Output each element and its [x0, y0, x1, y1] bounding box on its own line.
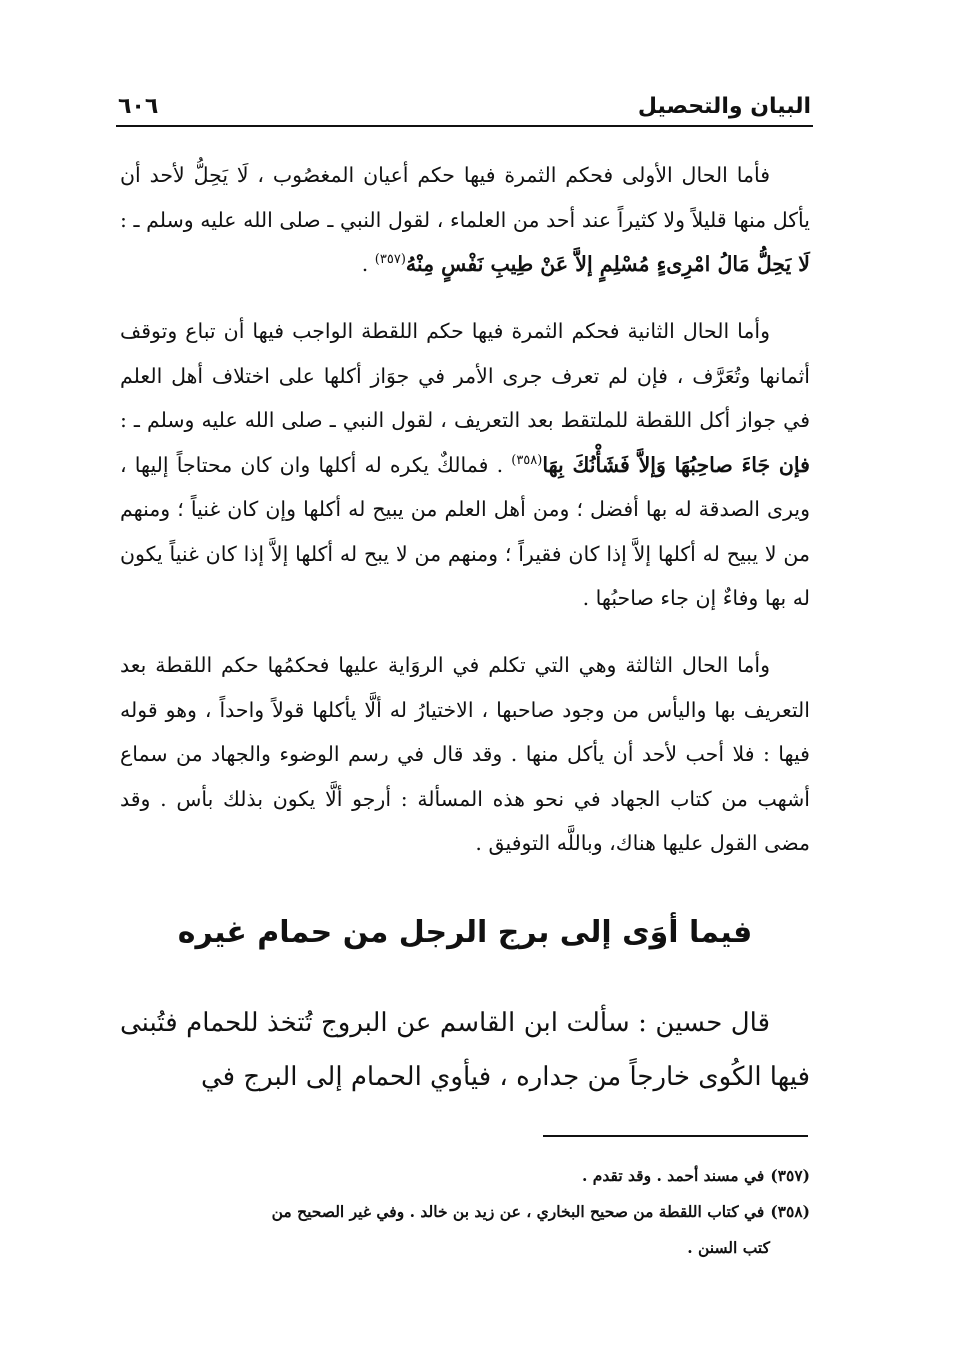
paragraph-text: وأما الحال الثانية فحكم الثمرة فيها حكم اللقطة الواجب فيها أن تباع وتوقف أثمانها وتُعَرَّف ، فإن لم تعرف جرى الأمر في جوَاز أكلها على اختلاف أهل العلم في جواز أكل اللقطة للملتقط بعد التعريف ، لقول النبي ـ صلى الله عليه وسلم ـ :: [120, 319, 810, 432]
paragraph-text: قال حسين : سألت ابن القاسم عن البروج تُتخذ للحمام فتُبنى فيها الكُوى خارجاً من جداره ، فيأوي الحمام إلى البرج في: [120, 1008, 810, 1092]
running-header: [118, 86, 811, 126]
paragraph-third-case: [120, 643, 810, 866]
footnotes: [120, 1158, 810, 1266]
section-heading: فيما أوَى إلى برج الرجل من حمام غيره: [177, 915, 753, 950]
paragraph-first-case: [120, 153, 810, 287]
paragraph-text: فأما الحال الأولى فحكم الثمرة فيها حكم أعيان المغصُوب ، لَا يَحِلُّ لأحد أن يأكل منها قليلاً ولا كثيراً عند أحد من العلماء ، لقول النبي ـ صلى الله عليه وسلم ـ :: [120, 163, 810, 232]
page-number: ٦٠٦: [118, 93, 159, 119]
paragraph-end: . فمالكٌ يكره له أكلها وان كان محتاجاً إليها ، ويرى الصدقة له بها أفضل ؛ ومن أهل العلم من يبيح له أكلها وإن كان غنياً ؛ ومنهم من لا يبيح له أكلها إلاَّ إذا كان فقيراً ؛ ومنهم من لا يبح له أكلها إلاَّ إذا كان غنياً يكون له بها وفاءٌ إن جاء صاحبُها .: [120, 452, 810, 610]
paragraph: [120, 643, 810, 866]
paragraph: [120, 153, 810, 287]
paragraph-second-case: [120, 309, 810, 621]
footnote-number: (٣٥٧): [770, 1166, 810, 1185]
paragraph-end: .: [361, 252, 375, 276]
paragraph-text: وأما الحال الثالثة وهي التي تكلم في الروَاية عليها فحكمُها حكم اللقطة بعد التعريف بها واليأس من وجود صاحبها ، الاختيارُ له ألَّا يأكلها قولاً واحداً ، وهو قوله فيها : فلا أحب لأحد أن يأكل منها . وقد قال في رسم الوضوء والجهاد من سماع أشهب من كتاب الجهاد في نحو هذه المسألة : أرجو ألَّا يكون بذلك بأس . وقد مضى القول عليها هناك، وباللَّه التوفيق .: [120, 653, 810, 855]
footnote-358-continuation: كتب السنن .: [687, 1238, 770, 1257]
footnote-text: في مسند أحمد . وقد تقدم .: [581, 1166, 765, 1185]
paragraph: [120, 309, 810, 621]
footnote-text: في كتاب اللقطة من صحيح البخاري ، عن زيد بن خالد . وفي غير الصحيح من: [271, 1202, 765, 1221]
footnote-number: (٣٥٨): [770, 1202, 810, 1221]
footnote-357: [120, 1158, 810, 1194]
footnote-ref: (٣٥٨): [511, 452, 543, 468]
footnote-ref: (٣٥٧): [374, 252, 406, 268]
header-rule: [116, 125, 813, 127]
running-title: البيان والتحصيل: [637, 93, 811, 119]
footnote-358: [120, 1194, 810, 1230]
footnote-rule: [543, 1135, 808, 1137]
hadith-quote: فإن جَاءَ صاحِبُهَا وَإلاَّ فَشَأْنُكَ بِهَا: [542, 452, 810, 477]
section-paragraph: [120, 996, 810, 1104]
hadith-quote: لَا يَحِلُّ مَالُ امْرِىءٍ مُسْلِمٍ إلاَّ عَنْ طِيبِ نَفْسٍ مِنْهُ: [405, 252, 810, 276]
